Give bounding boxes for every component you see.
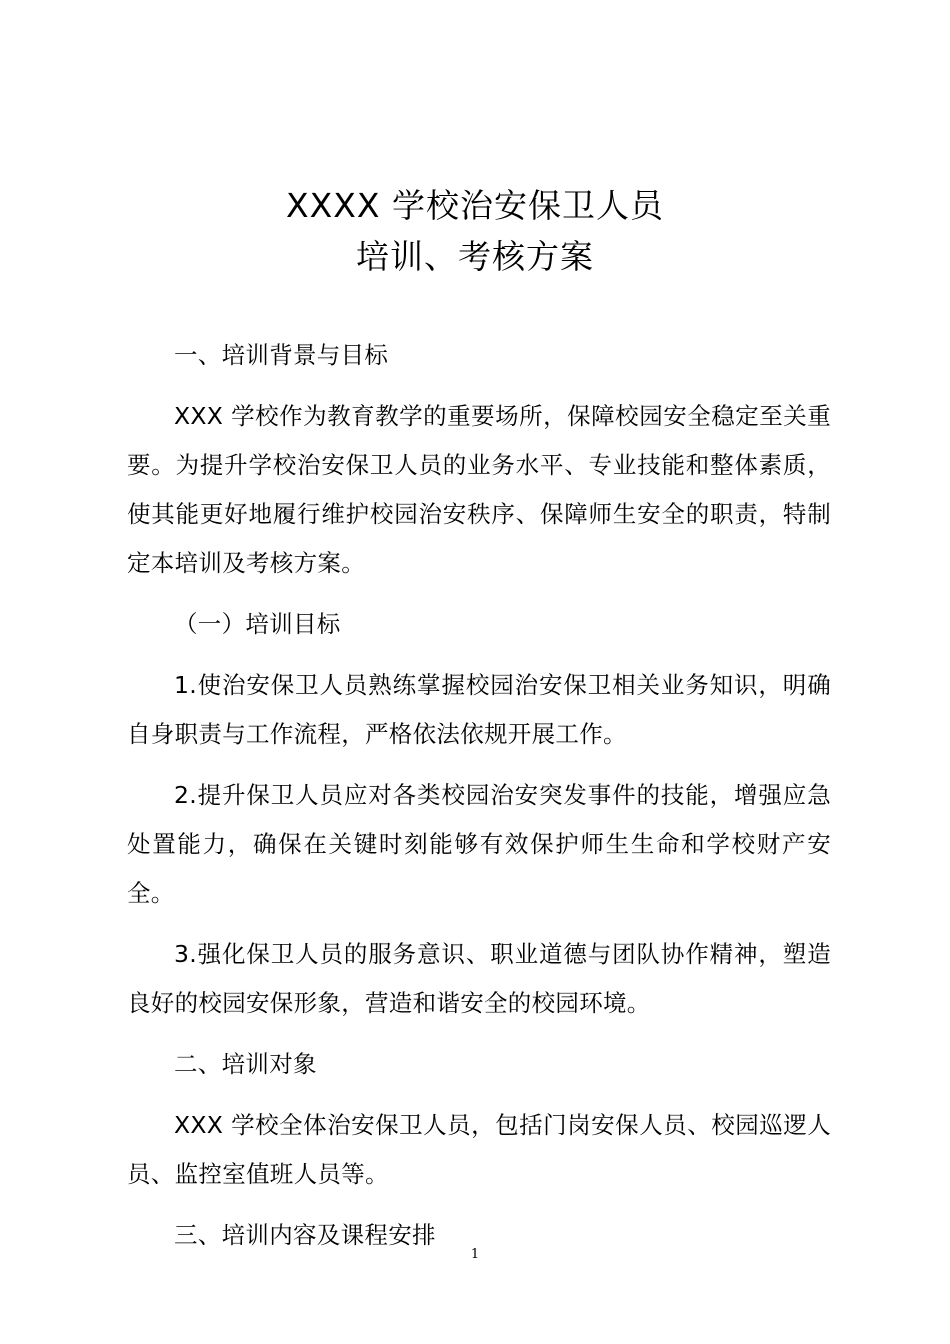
goal-item-3: 3.强化保卫人员的服务意识、职业道德与团队协作精神，塑造良好的校园安保形象，营造和谐安全的校园环境。 xyxy=(127,940,831,1017)
section-heading-audience: 二、培训对象 xyxy=(174,1050,317,1078)
document-body xyxy=(127,331,831,1260)
page-number: 1 xyxy=(470,1247,480,1262)
document-title-line-2: 培训、考核方案 xyxy=(356,237,594,276)
section-heading-content: 三、培训内容及课程安排 xyxy=(174,1221,436,1249)
paragraph-background: XXX 学校作为教育教学的重要场所，保障校园安全稳定至关重要。为提升学校治安保卫人员的业务水平、专业技能和整体素质，使其能更好地履行维护校园治安秩序、保障师生安全的职责，特制定本培训及考核方案。 xyxy=(127,402,831,577)
subsection-heading-goals: （一）培训目标 xyxy=(174,610,341,638)
goal-item-2: 2.提升保卫人员应对各类校园治安突发事件的技能，增强应急处置能力，确保在关键时刻能够有效保护师生生命和学校财产安全。 xyxy=(127,781,831,907)
document-title-line-1: XXXX 学校治安保卫人员 xyxy=(286,186,664,225)
section-heading-background: 一、培训背景与目标 xyxy=(174,341,389,369)
goal-item-1: 1.使治安保卫人员熟练掌握校园治安保卫相关业务知识，明确自身职责与工作流程，严格依法依规开展工作。 xyxy=(127,671,831,748)
paragraph-audience: XXX 学校全体治安保卫人员，包括门岗安保人员、校园巡逻人员、监控室值班人员等。 xyxy=(127,1111,831,1188)
